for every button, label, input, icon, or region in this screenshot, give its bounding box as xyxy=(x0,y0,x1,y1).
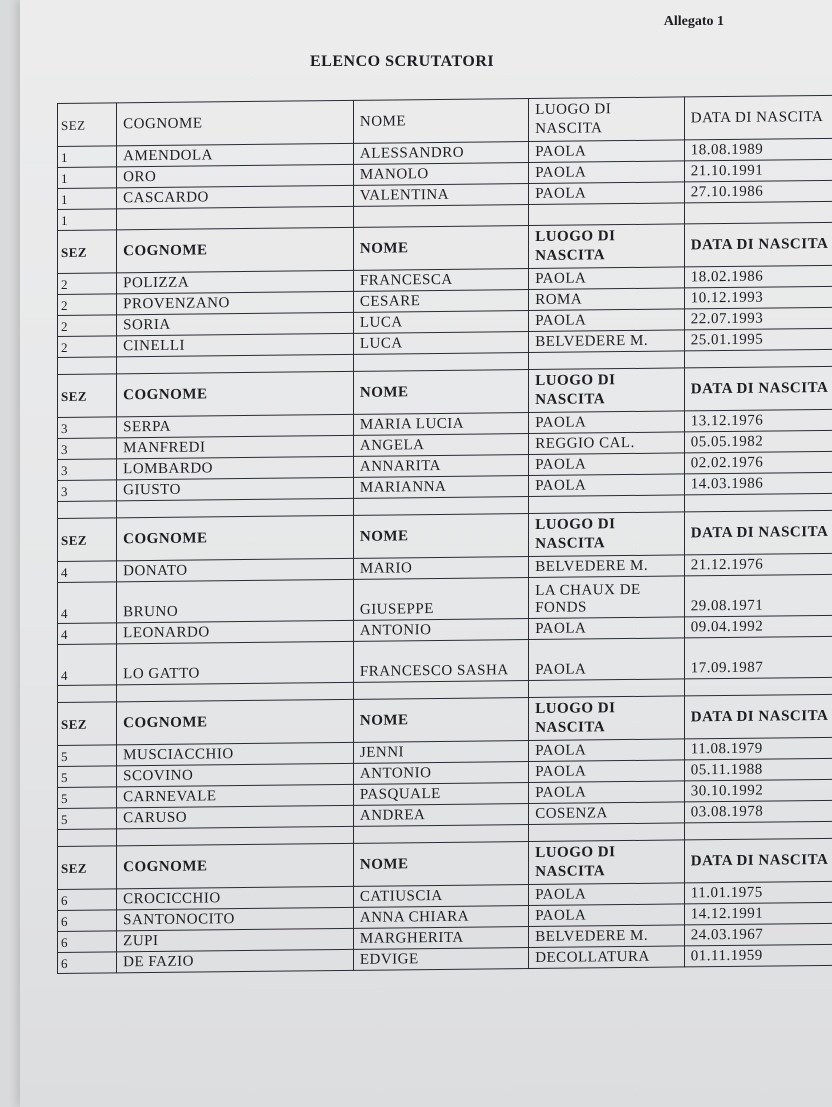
cell-data: 21.12.1976 xyxy=(684,553,832,576)
header-data: DATA DI NASCITA xyxy=(684,222,832,267)
spacer-cell xyxy=(353,497,528,516)
cell-cognome: BRUNO xyxy=(117,579,354,622)
header-luogo: LUOGO DI NASCITA xyxy=(529,368,685,413)
cell-cognome: SANTONOCITO xyxy=(117,907,354,930)
spacer-cell xyxy=(529,495,685,514)
cell-nome: GIUSEPPE xyxy=(353,578,528,621)
cell-sez: 5 xyxy=(58,745,117,767)
table-body xyxy=(58,95,832,973)
cell-luogo: PAOLA xyxy=(529,267,685,290)
spacer-cell xyxy=(684,493,832,512)
cell-data xyxy=(684,201,832,224)
cell-nome: FRANCESCA xyxy=(353,269,528,292)
cell-luogo: PAOLA xyxy=(529,638,685,681)
spacer-cell xyxy=(58,685,117,703)
cell-cognome: DONATO xyxy=(117,558,354,581)
header-cognome: COGNOME xyxy=(117,227,354,272)
cell-luogo: PAOLA xyxy=(529,161,685,184)
spacer-cell xyxy=(353,681,528,700)
spacer-cell xyxy=(353,353,528,372)
cell-sez: 3 xyxy=(58,417,117,439)
cell-nome: MARIANNA xyxy=(353,476,528,499)
cell-cognome: SORIA xyxy=(117,312,354,335)
cell-sez: 5 xyxy=(58,766,117,788)
cell-cognome: CASCARDO xyxy=(117,185,354,208)
cell-sez: 1 xyxy=(58,188,117,210)
cell-sez: 1 xyxy=(58,167,117,189)
header-sez: SEZ xyxy=(58,103,117,147)
cell-data: 21.10.1991 xyxy=(684,159,832,182)
cell-luogo: PAOLA xyxy=(529,411,685,434)
header-data: DATA DI NASCITA xyxy=(684,366,832,411)
cell-luogo: BELVEDERE M. xyxy=(529,925,685,948)
cell-nome: CESARE xyxy=(353,290,528,313)
cell-sez: 4 xyxy=(58,582,117,624)
header-sez: SEZ xyxy=(58,518,117,562)
cell-sez: 5 xyxy=(58,787,117,809)
cell-sez: 5 xyxy=(58,808,117,830)
cell-data: 18.08.1989 xyxy=(684,138,832,161)
cell-nome: VALENTINA xyxy=(353,184,528,207)
cell-sez: 3 xyxy=(58,459,117,481)
cell-nome: ANNARITA xyxy=(353,455,528,478)
cell-nome: LUCA xyxy=(353,311,528,334)
cell-sez: 3 xyxy=(58,438,117,460)
cell-cognome: LEONARDO xyxy=(117,620,354,643)
header-cognome: COGNOME xyxy=(117,515,354,560)
cell-data: 18.02.1986 xyxy=(684,265,832,288)
cell-luogo: LA CHAUX DE FONDS xyxy=(529,576,685,619)
cell-sez: 1 xyxy=(58,209,117,231)
cell-data: 01.11.1959 xyxy=(684,944,832,967)
cell-sez: 4 xyxy=(58,623,117,645)
cell-nome: ALESSANDRO xyxy=(353,142,528,165)
cell-sez: 3 xyxy=(58,480,117,502)
cell-nome: ANGELA xyxy=(353,434,528,457)
cell-cognome: CINELLI xyxy=(117,333,354,356)
cell-data: 30.10.1992 xyxy=(684,779,832,802)
header-sez: SEZ xyxy=(58,374,117,418)
cell-nome: MANOLO xyxy=(353,163,528,186)
cell-nome: FRANCESCO SASHA xyxy=(353,640,528,683)
cell-sez: 4 xyxy=(58,644,117,686)
cell-sez: 6 xyxy=(58,889,117,911)
cell-data: 14.03.1986 xyxy=(684,472,832,495)
document-title: ELENCO SCRUTATORI xyxy=(310,53,495,70)
cell-luogo: PAOLA xyxy=(529,617,685,640)
spacer-cell xyxy=(684,677,832,696)
cell-data: 11.08.1979 xyxy=(684,737,832,760)
spacer-cell xyxy=(58,357,117,375)
cell-luogo xyxy=(529,203,685,226)
cell-data: 13.12.1976 xyxy=(684,409,832,432)
cell-luogo: PAOLA xyxy=(529,140,685,163)
header-data: DATA DI NASCITA xyxy=(684,510,832,555)
cell-cognome: LOMBARDO xyxy=(117,456,354,479)
cell-cognome: SERPA xyxy=(117,414,354,437)
cell-cognome: POLIZZA xyxy=(117,270,354,293)
cell-sez: 6 xyxy=(58,910,117,932)
cell-data: 10.12.1993 xyxy=(684,286,832,309)
spacer-cell xyxy=(684,821,832,840)
cell-nome: PASQUALE xyxy=(353,783,528,806)
cell-luogo: REGGIO CAL. xyxy=(529,432,685,455)
cell-luogo: COSENZA xyxy=(529,802,685,825)
header-luogo: LUOGO DI NASCITA xyxy=(529,97,685,142)
cell-data: 05.05.1982 xyxy=(684,430,832,453)
cell-sez: 6 xyxy=(58,952,117,974)
cell-nome xyxy=(353,205,528,228)
cell-cognome: DE FAZIO xyxy=(117,949,354,972)
header-data: DATA DI NASCITA xyxy=(684,95,832,140)
cell-nome: MARIO xyxy=(353,557,528,580)
cell-luogo: PAOLA xyxy=(529,760,685,783)
cell-data: 11.01.1975 xyxy=(684,881,832,904)
scrutatori-table-wrapper xyxy=(57,95,832,974)
header-luogo: LUOGO DI NASCITA xyxy=(529,512,685,557)
cell-cognome: GIUSTO xyxy=(117,477,354,500)
cell-cognome: AMENDOLA xyxy=(117,143,354,166)
header-sez: SEZ xyxy=(58,230,117,274)
cell-cognome: CROCICCHIO xyxy=(117,886,354,909)
header-data: DATA DI NASCITA xyxy=(684,838,832,883)
cell-luogo: ROMA xyxy=(529,288,685,311)
cell-luogo: PAOLA xyxy=(529,182,685,205)
cell-cognome: ZUPI xyxy=(117,928,354,951)
cell-sez: 4 xyxy=(58,561,117,583)
document-page xyxy=(20,0,832,1107)
cell-nome: ANNA CHIARA xyxy=(353,906,528,929)
header-luogo: LUOGO DI NASCITA xyxy=(529,840,685,885)
attachment-label: Allegato 1 xyxy=(663,14,724,29)
spacer-cell xyxy=(58,829,117,847)
cell-data: 25.01.1995 xyxy=(684,328,832,351)
cell-cognome: ORO xyxy=(117,164,354,187)
cell-nome: MARIA LUCIA xyxy=(353,413,528,436)
cell-luogo: PAOLA xyxy=(529,739,685,762)
header-luogo: LUOGO DI NASCITA xyxy=(529,696,685,741)
cell-nome: CATIUSCIA xyxy=(353,885,528,908)
cell-luogo: PAOLA xyxy=(529,309,685,332)
cell-luogo: DECOLLATURA xyxy=(529,946,685,969)
cell-nome: ANTONIO xyxy=(353,762,528,785)
cell-sez: 1 xyxy=(58,146,117,168)
cell-luogo: PAOLA xyxy=(529,474,685,497)
header-cognome: COGNOME xyxy=(117,371,354,416)
cell-sez: 2 xyxy=(58,273,117,295)
cell-luogo: PAOLA xyxy=(529,883,685,906)
cell-cognome: LO GATTO xyxy=(117,641,354,684)
spacer-cell xyxy=(529,679,685,698)
cell-data: 17.09.1987 xyxy=(684,636,832,679)
cell-nome: LUCA xyxy=(353,332,528,355)
cell-data: 02.02.1976 xyxy=(684,451,832,474)
cell-sez: 2 xyxy=(58,315,117,337)
cell-nome: ANDREA xyxy=(353,804,528,827)
cell-luogo: PAOLA xyxy=(529,904,685,927)
header-nome: NOME xyxy=(353,99,528,144)
spacer-cell xyxy=(353,825,528,844)
header-sez: SEZ xyxy=(58,702,117,746)
cell-nome: JENNI xyxy=(353,741,528,764)
header-nome: NOME xyxy=(353,514,528,559)
cell-nome: EDVIGE xyxy=(353,948,528,971)
cell-cognome xyxy=(117,206,354,229)
spacer-cell xyxy=(529,823,685,842)
spacer-cell xyxy=(529,351,685,370)
scrutatori-table xyxy=(57,95,832,974)
header-sez: SEZ xyxy=(58,846,117,890)
cell-luogo: BELVEDERE M. xyxy=(529,330,685,353)
cell-cognome: MUSCIACCHIO xyxy=(117,742,354,765)
header-cognome: COGNOME xyxy=(117,843,354,888)
spacer-cell xyxy=(58,501,117,519)
cell-cognome: PROVENZANO xyxy=(117,291,354,314)
header-nome: NOME xyxy=(353,226,528,271)
cell-sez: 2 xyxy=(58,294,117,316)
cell-cognome: CARNEVALE xyxy=(117,784,354,807)
cell-sez: 2 xyxy=(58,336,117,358)
cell-data: 29.08.1971 xyxy=(684,574,832,617)
cell-data: 14.12.1991 xyxy=(684,902,832,925)
header-nome: NOME xyxy=(353,698,528,743)
header-nome: NOME xyxy=(353,370,528,415)
cell-luogo: PAOLA xyxy=(529,453,685,476)
cell-sez: 6 xyxy=(58,931,117,953)
cell-cognome: CARUSO xyxy=(117,805,354,828)
cell-luogo: PAOLA xyxy=(529,781,685,804)
cell-data: 03.08.1978 xyxy=(684,800,832,823)
header-nome: NOME xyxy=(353,842,528,887)
cell-data: 24.03.1967 xyxy=(684,923,832,946)
cell-luogo: BELVEDERE M. xyxy=(529,555,685,578)
header-data: DATA DI NASCITA xyxy=(684,694,832,739)
header-cognome: COGNOME xyxy=(117,699,354,744)
header-cognome: COGNOME xyxy=(117,100,354,145)
cell-cognome: SCOVINO xyxy=(117,763,354,786)
spacer-cell xyxy=(684,349,832,368)
cell-data: 09.04.1992 xyxy=(684,615,832,638)
cell-nome: MARGHERITA xyxy=(353,927,528,950)
cell-data: 22.07.1993 xyxy=(684,307,832,330)
cell-nome: ANTONIO xyxy=(353,619,528,642)
header-luogo: LUOGO DI NASCITA xyxy=(529,224,685,269)
cell-data: 05.11.1988 xyxy=(684,758,832,781)
cell-data: 27.10.1986 xyxy=(684,180,832,203)
cell-cognome: MANFREDI xyxy=(117,435,354,458)
